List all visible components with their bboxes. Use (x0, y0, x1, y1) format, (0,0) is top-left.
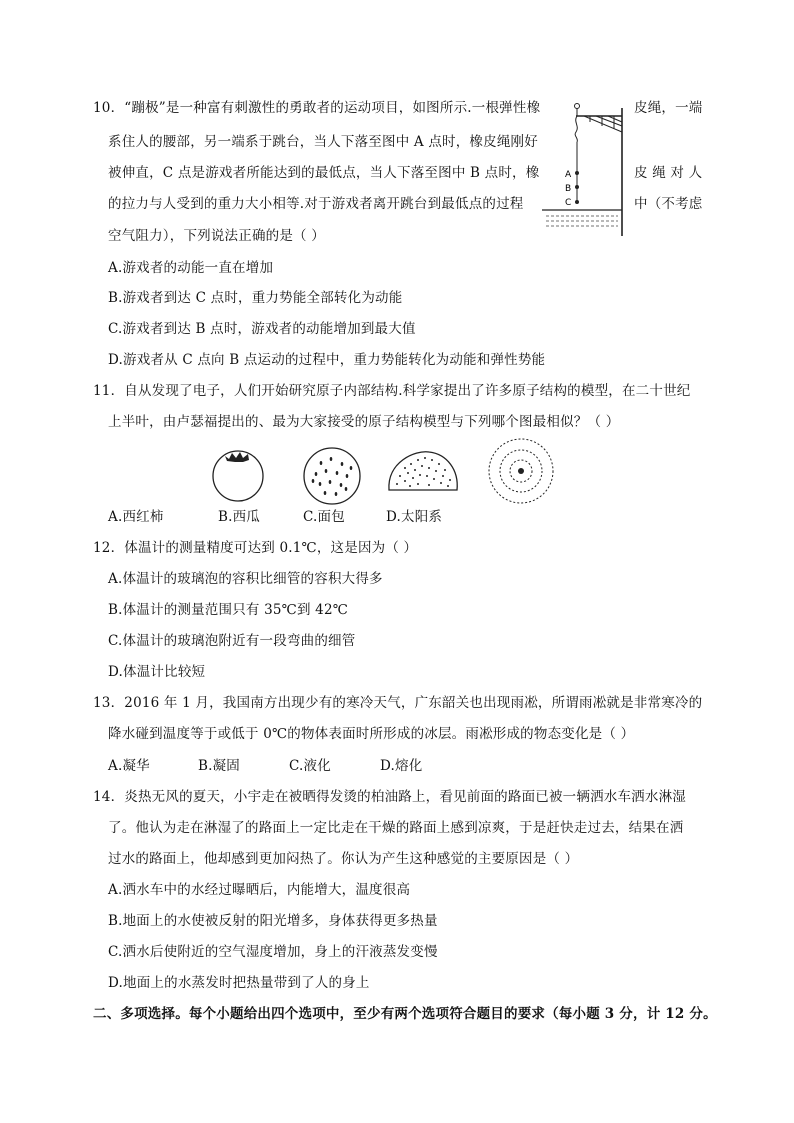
q10-option-b: B.游戏者到达 C 点时，重力势能全部转化为动能 (108, 290, 403, 306)
q10-line2: 系住人的腰部，另一端系于跳台，当人下落至图中 A 点时，橡皮绳刚好 (108, 134, 538, 150)
q10-line5: 空气阻力），下列说法正确的是（ ） (108, 228, 325, 244)
q10-line1: 10．“蹦极”是一种富有刺激性的勇敢者的运动项目，如图所示.一根弹性橡 (93, 100, 541, 116)
q10-line3: 被伸直，C 点是游戏者所能达到的最低点，当人下落至图中 B 点时，橡 (108, 165, 540, 181)
q11-option-b: B.西瓜 (218, 509, 261, 525)
point-a-label: A (565, 170, 572, 180)
q10-option-a: A.游戏者的动能一直在增加 (108, 260, 274, 276)
q14-option-c: C.洒水后使附近的空气湿度增加，身上的汗液蒸发变慢 (108, 944, 438, 960)
q14-option-d: D.地面上的水蒸发时把热量带到了人的身上 (108, 975, 370, 991)
q13-option-a: A.凝华 (108, 758, 150, 774)
q10-option-c: C.游戏者到达 B 点时，游戏者的动能增加到最大值 (108, 321, 416, 337)
q14-line2: 了。他认为走在淋湿了的路面上一定比走在干燥的路面上感到凉爽，于是赶快走过去，结果在洒 (108, 820, 684, 836)
q10-option-d: D.游戏者从 C 点向 B 点运动的过程中，重力势能转化为动能和弹性势能 (108, 352, 546, 368)
q10-line1-right: 皮绳，一端 (634, 100, 703, 116)
watermelon-model-figure (299, 446, 365, 506)
q12-line1: 12．体温计的测量精度可达到 0.1℃，这是因为（ ） (93, 540, 418, 556)
q13-option-d: D.熔化 (380, 758, 423, 774)
q13-option-c: C.液化 (289, 758, 331, 774)
q13-line1: 13．2016 年 1 月，我国南方出现少有的寒冷天气，广东韶关也出现雨凇，所谓雨凇就是非常寒冷的 (93, 695, 703, 711)
q10-line4: 的拉力与人受到的重力大小相等.对于游戏者离开跳台到最低点的过程 (108, 196, 524, 212)
q11-option-d: D.太阳系 (386, 509, 443, 525)
q14-line3: 过水的路面上，他却感到更加闷热了。你认为产生这种感觉的主要原因是（ ） (108, 851, 579, 867)
solar-system-model-figure (486, 436, 556, 506)
q14-line1: 14．炎热无风的夏天，小宇走在被晒得发烫的柏油路上，看见前面的路面已被一辆洒水车洒水淋湿 (93, 789, 686, 805)
point-c-label: C (565, 198, 572, 208)
q12-option-b: B.体温计的测量范围只有 35℃到 42℃ (108, 602, 349, 618)
q12-option-c: C.体温计的玻璃泡附近有一段弯曲的细管 (108, 633, 356, 649)
q14-option-a: A.洒水车中的水经过曝晒后，内能增大，温度很高 (108, 882, 411, 898)
q12-option-a: A.体温计的玻璃泡的容积比细管的容积大得多 (108, 571, 383, 587)
bread-model-figure (385, 446, 461, 494)
q11-option-c: C.面包 (303, 509, 345, 525)
q12-option-d: D.体温计比较短 (108, 664, 206, 680)
section-2-heading: 二、多项选择。每个小题给出四个选项中，至少有两个选项符合题目的要求（每小题 3 分，计 12 分。 (93, 1006, 717, 1022)
point-b-label: B (565, 184, 572, 194)
q10-line3-right: 皮 绳 对 人 (634, 165, 703, 181)
q11-option-a: A.西红柿 (108, 509, 164, 525)
q11-line1: 11．自从发现了电子，人们开始研究原子内部结构.科学家提出了许多原子结构的模型，在二十世纪 (93, 383, 691, 399)
q13-option-b: B.凝固 (198, 758, 241, 774)
q11-line2: 上半叶，由卢瑟福提出的、最为大家接受的原子结构模型与下列哪个图最相似？（ ） (108, 414, 620, 430)
tomato-model-figure (205, 448, 271, 504)
q13-line2: 降水碰到温度等于或低于 0℃的物体表面时所形成的冰层。雨凇形成的物态变化是（ ） (108, 726, 635, 742)
bungee-jump-figure (540, 98, 630, 240)
q10-line4-right: 中（不考虑 (634, 196, 703, 212)
q14-option-b: B.地面上的水使被反射的阳光增多，身体获得更多热量 (108, 913, 438, 929)
